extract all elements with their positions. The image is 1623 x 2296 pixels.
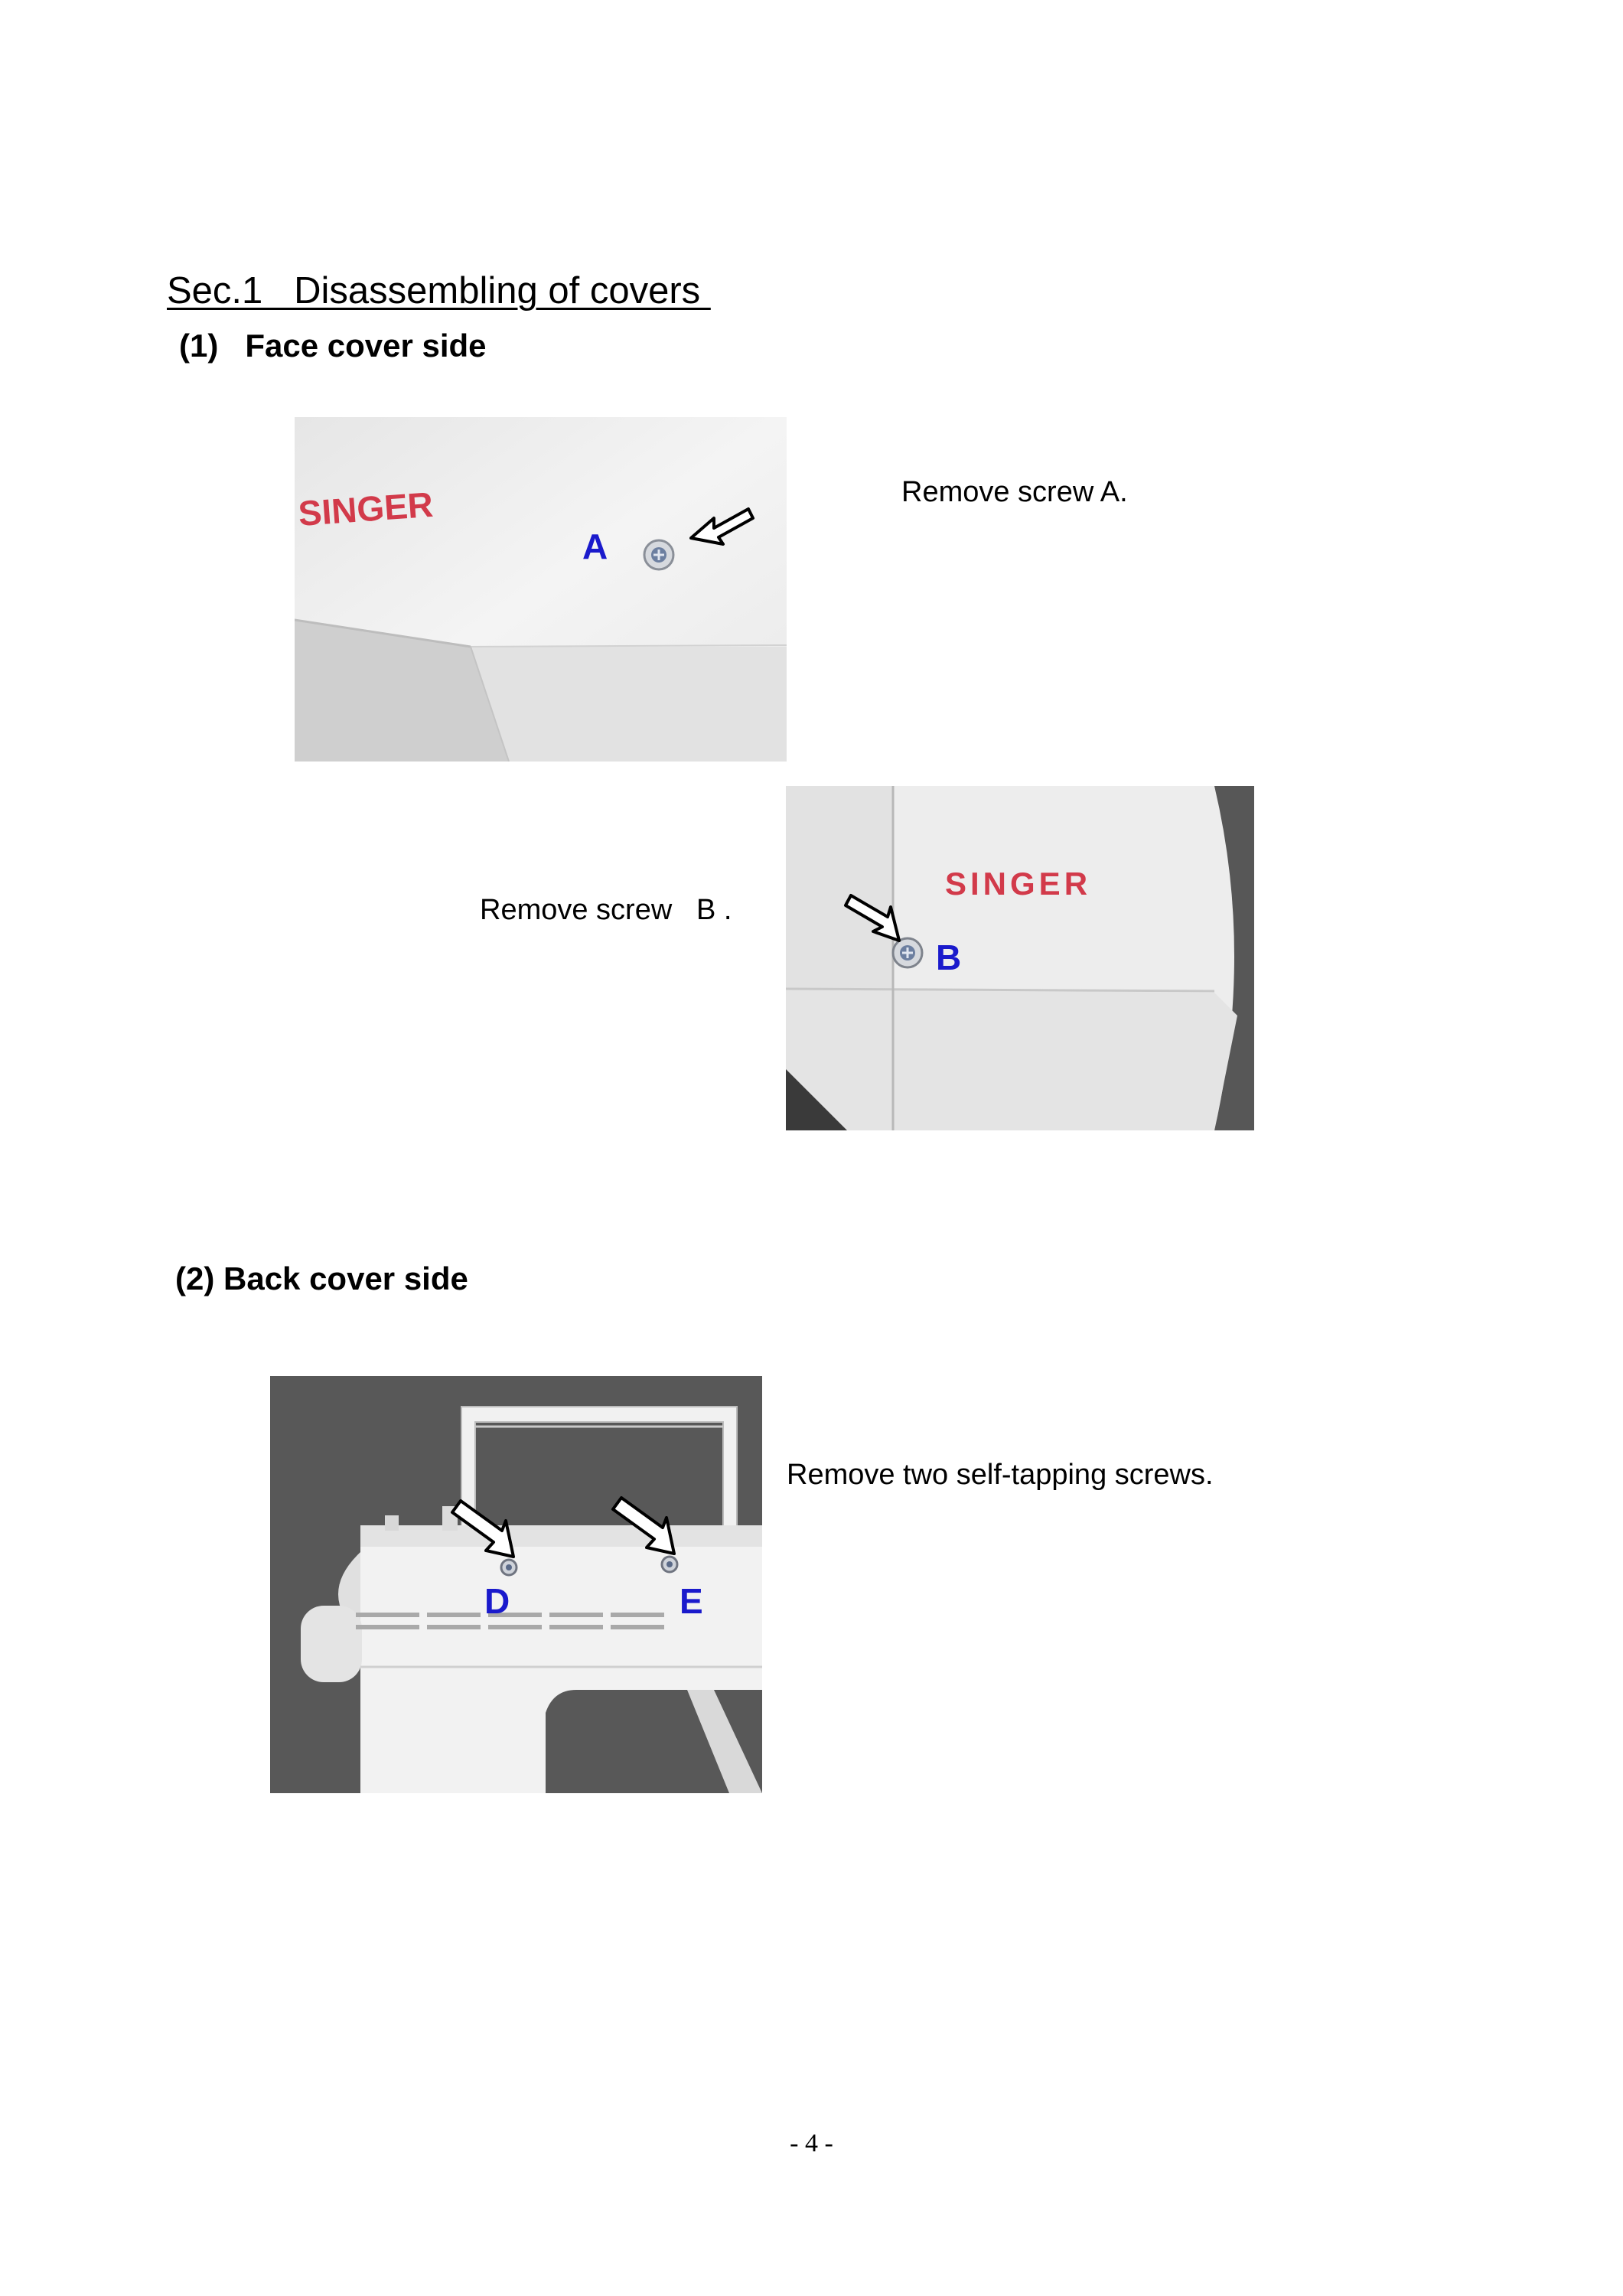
photo-face-cover-screw-a: [295, 417, 787, 762]
section-title: Sec.1 Disassembling of covers: [167, 270, 711, 311]
screw-icon: [501, 1560, 517, 1575]
photo-face-cover-screw-b: [786, 786, 1254, 1130]
singer-logo: SINGER: [297, 484, 435, 533]
step-caption-screw-a: Remove screw A.: [901, 476, 1128, 508]
screw-icon: [644, 540, 673, 569]
singer-logo: SINGER: [945, 866, 1092, 902]
step-caption-screw-b: Remove screw B .: [480, 894, 732, 926]
screw-icon: [662, 1557, 677, 1572]
subsection-face-cover-heading: (1) Face cover side: [179, 328, 487, 364]
screw-icon: [893, 938, 922, 967]
page-number: - 4 -: [790, 2129, 833, 2157]
screw-label-b: B: [936, 938, 962, 977]
screw-label-d: D: [484, 1581, 510, 1621]
step-caption-self-tapping: Remove two self-tapping screws.: [787, 1459, 1214, 1491]
screw-label-e: E: [680, 1581, 703, 1621]
photo-back-cover-screws: [270, 1376, 762, 1793]
screw-label-a: A: [582, 527, 608, 566]
subsection-back-cover-heading: (2) Back cover side: [175, 1261, 468, 1296]
